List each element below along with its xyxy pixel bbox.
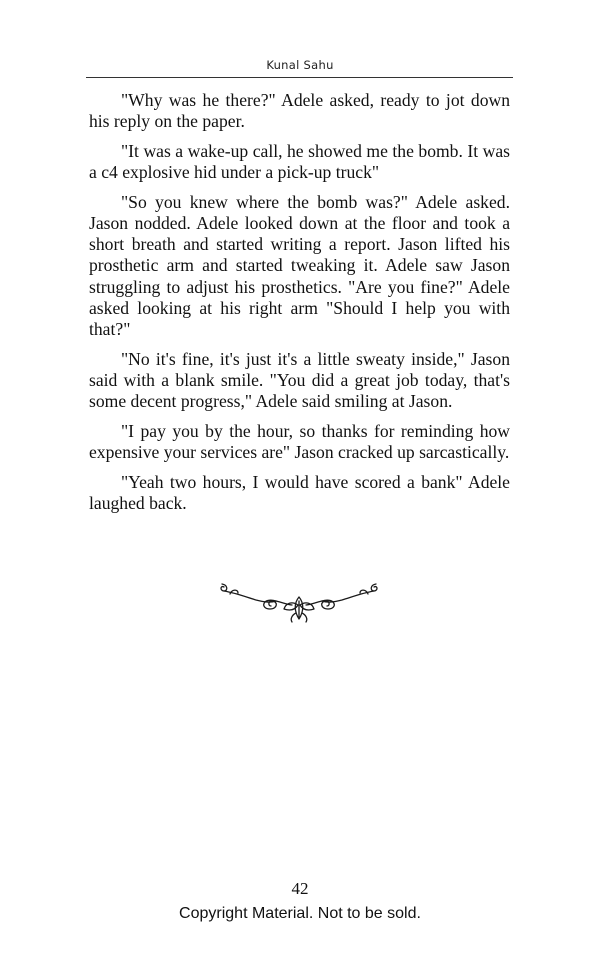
copyright-notice: Copyright Material. Not to be sold. bbox=[179, 905, 421, 922]
paragraph: "Why was he there?" Adele asked, ready to jot down his reply on the paper. bbox=[89, 90, 510, 132]
running-head-author: Kunal Sahu bbox=[266, 58, 334, 72]
paragraph: "It was a wake-up call, he showed me the bomb. It was a c4 explosive hid under a pick-up truck" bbox=[89, 140, 510, 183]
paragraph: "I pay you by the hour, so thanks for reminding how expensive your services are" Jason cracked up sarcastically. bbox=[89, 420, 510, 463]
decorative-flourish-icon bbox=[216, 575, 382, 625]
paragraph: "So you knew where the bomb was?" Adele asked. Jason nodded. Adele looked down at the floor and took a short breath and started writing a report. Jason lifted his prosthetic arm and started tweaking it. Adele saw Jason struggling to adjust his prosthetics. "Are you fine?" Adele asked looking at his right arm "Should I help you with that?" bbox=[89, 191, 510, 340]
paragraph: "No it's fine, it's just it's a little sweaty inside," Jason said with a blank smile. "You did a great job today, that's some decent progress," Adele said smiling at Jason. bbox=[89, 348, 510, 412]
paragraph: "Yeah two hours, I would have scored a bank" Adele laughed back. bbox=[89, 471, 510, 513]
header-rule bbox=[86, 77, 513, 78]
chapter-body bbox=[89, 90, 510, 523]
page-number: 42 bbox=[291, 879, 309, 898]
